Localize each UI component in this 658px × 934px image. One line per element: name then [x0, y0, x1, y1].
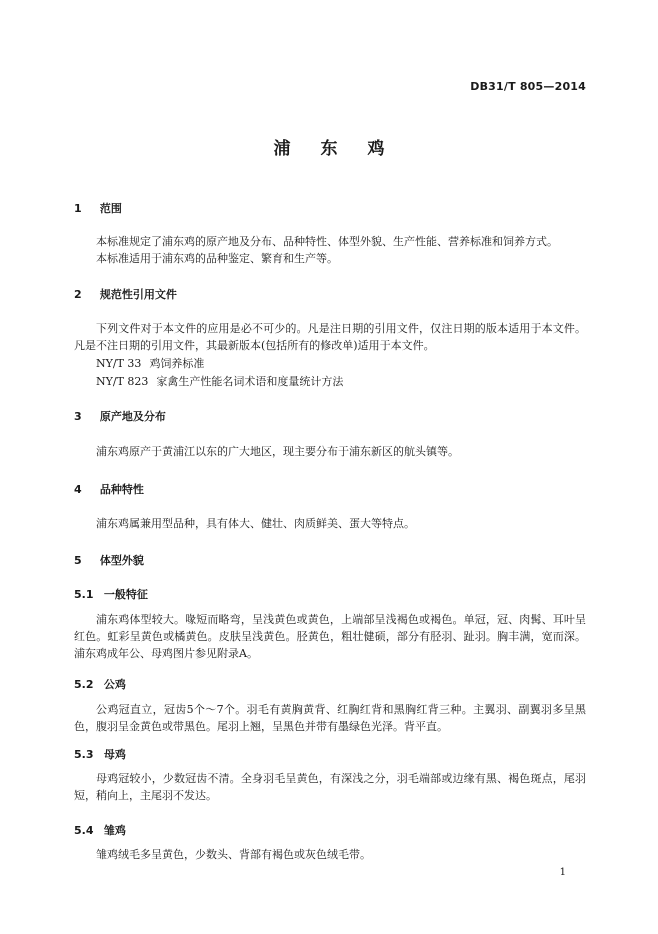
section-title: 公鸡: [103, 678, 126, 691]
section-1-para-1: 本标准规定了浦东鸡的原产地及分布、品种特性、体型外貌、生产性能、营养标准和饲养方式。: [96, 235, 558, 248]
reference-name: 家禽生产性能名词术语和度量统计方法: [156, 375, 344, 388]
section-5-3-heading: [74, 746, 126, 762]
section-2-heading: [74, 286, 177, 302]
section-5-1-para: 浦东鸡体型较大。喙短而略弯，呈浅黄色或黄色，上端部呈浅褐色或褐色。单冠，冠、肉髯、耳叶呈红色。虹彩呈黄色或橘黄色。皮肤呈浅黄色。胫黄色，粗壮健硕，部分有胫羽、趾羽。胸丰满，宽而深。浦东鸡成年公、母鸡图片参见附录A。: [74, 613, 586, 660]
section-5-3-para: 母鸡冠较小，少数冠齿不清。全身羽毛呈黄色，有深浅之分，羽毛端部或边缘有黑、褐色斑点，尾羽短，稍向上，主尾羽不发达。: [74, 772, 586, 802]
section-1-heading: [74, 200, 122, 216]
reference-code: NY/T 33: [96, 357, 142, 370]
section-title: 体型外貌: [99, 554, 144, 567]
section-number: 5.2: [74, 678, 94, 691]
section-1-para-2: 本标准适用于浦东鸡的品种鉴定、繁育和生产等。: [96, 252, 338, 265]
section-number: 1: [74, 202, 82, 215]
page-number: 1: [559, 867, 566, 878]
section-title: 母鸡: [103, 748, 126, 761]
reference-code: NY/T 823: [96, 375, 149, 388]
section-number: 2: [74, 288, 82, 301]
section-5-2-heading: [74, 676, 126, 692]
section-number: 5.3: [74, 748, 94, 761]
section-number: 5: [74, 554, 82, 567]
section-3-para: 浦东鸡原产于黄浦江以东的广大地区，现主要分布于浦东新区的航头镇等。: [96, 445, 459, 458]
section-title: 雏鸡: [103, 824, 126, 837]
section-number: 4: [74, 483, 82, 496]
section-4-para: 浦东鸡属兼用型品种，具有体大、健壮、肉质鲜美、蛋大等特点。: [96, 517, 415, 530]
section-title: 范围: [99, 202, 122, 215]
reference-item: [96, 373, 343, 389]
section-5-1-heading: [74, 586, 148, 602]
section-number: 3: [74, 410, 82, 423]
section-4-heading: [74, 481, 144, 497]
reference-item: [96, 355, 204, 371]
section-title: 品种特性: [99, 483, 144, 496]
section-3-heading: [74, 408, 166, 424]
section-title: 一般特征: [103, 588, 148, 601]
section-number: 5.4: [74, 824, 94, 837]
reference-name: 鸡饲养标准: [149, 357, 205, 370]
section-number: 5.1: [74, 588, 94, 601]
document-title: 浦东鸡: [273, 139, 415, 159]
section-2-para: 下列文件对于本文件的应用是必不可少的。凡是注日期的引用文件，仅注日期的版本适用于本文件。凡是不注日期的引用文件，其最新版本(包括所有的修改单)适用于本文件。: [74, 322, 586, 352]
section-title: 原产地及分布: [99, 410, 166, 423]
section-5-2-para: 公鸡冠直立，冠齿5个～7个。羽毛有黄胸黄背、红胸红背和黑胸红背三种。主翼羽、副翼羽多呈黑色，腹羽呈金黄色或带黑色。尾羽上翘，呈黑色并带有墨绿色光泽。背平直。: [74, 703, 586, 733]
section-title: 规范性引用文件: [99, 288, 177, 301]
section-5-4-para: 雏鸡绒毛多呈黄色，少数头、背部有褐色或灰色绒毛带。: [96, 848, 371, 861]
section-5-heading: [74, 552, 144, 568]
section-5-4-heading: [74, 822, 126, 838]
standard-code: DB31/T 805—2014: [470, 80, 586, 93]
